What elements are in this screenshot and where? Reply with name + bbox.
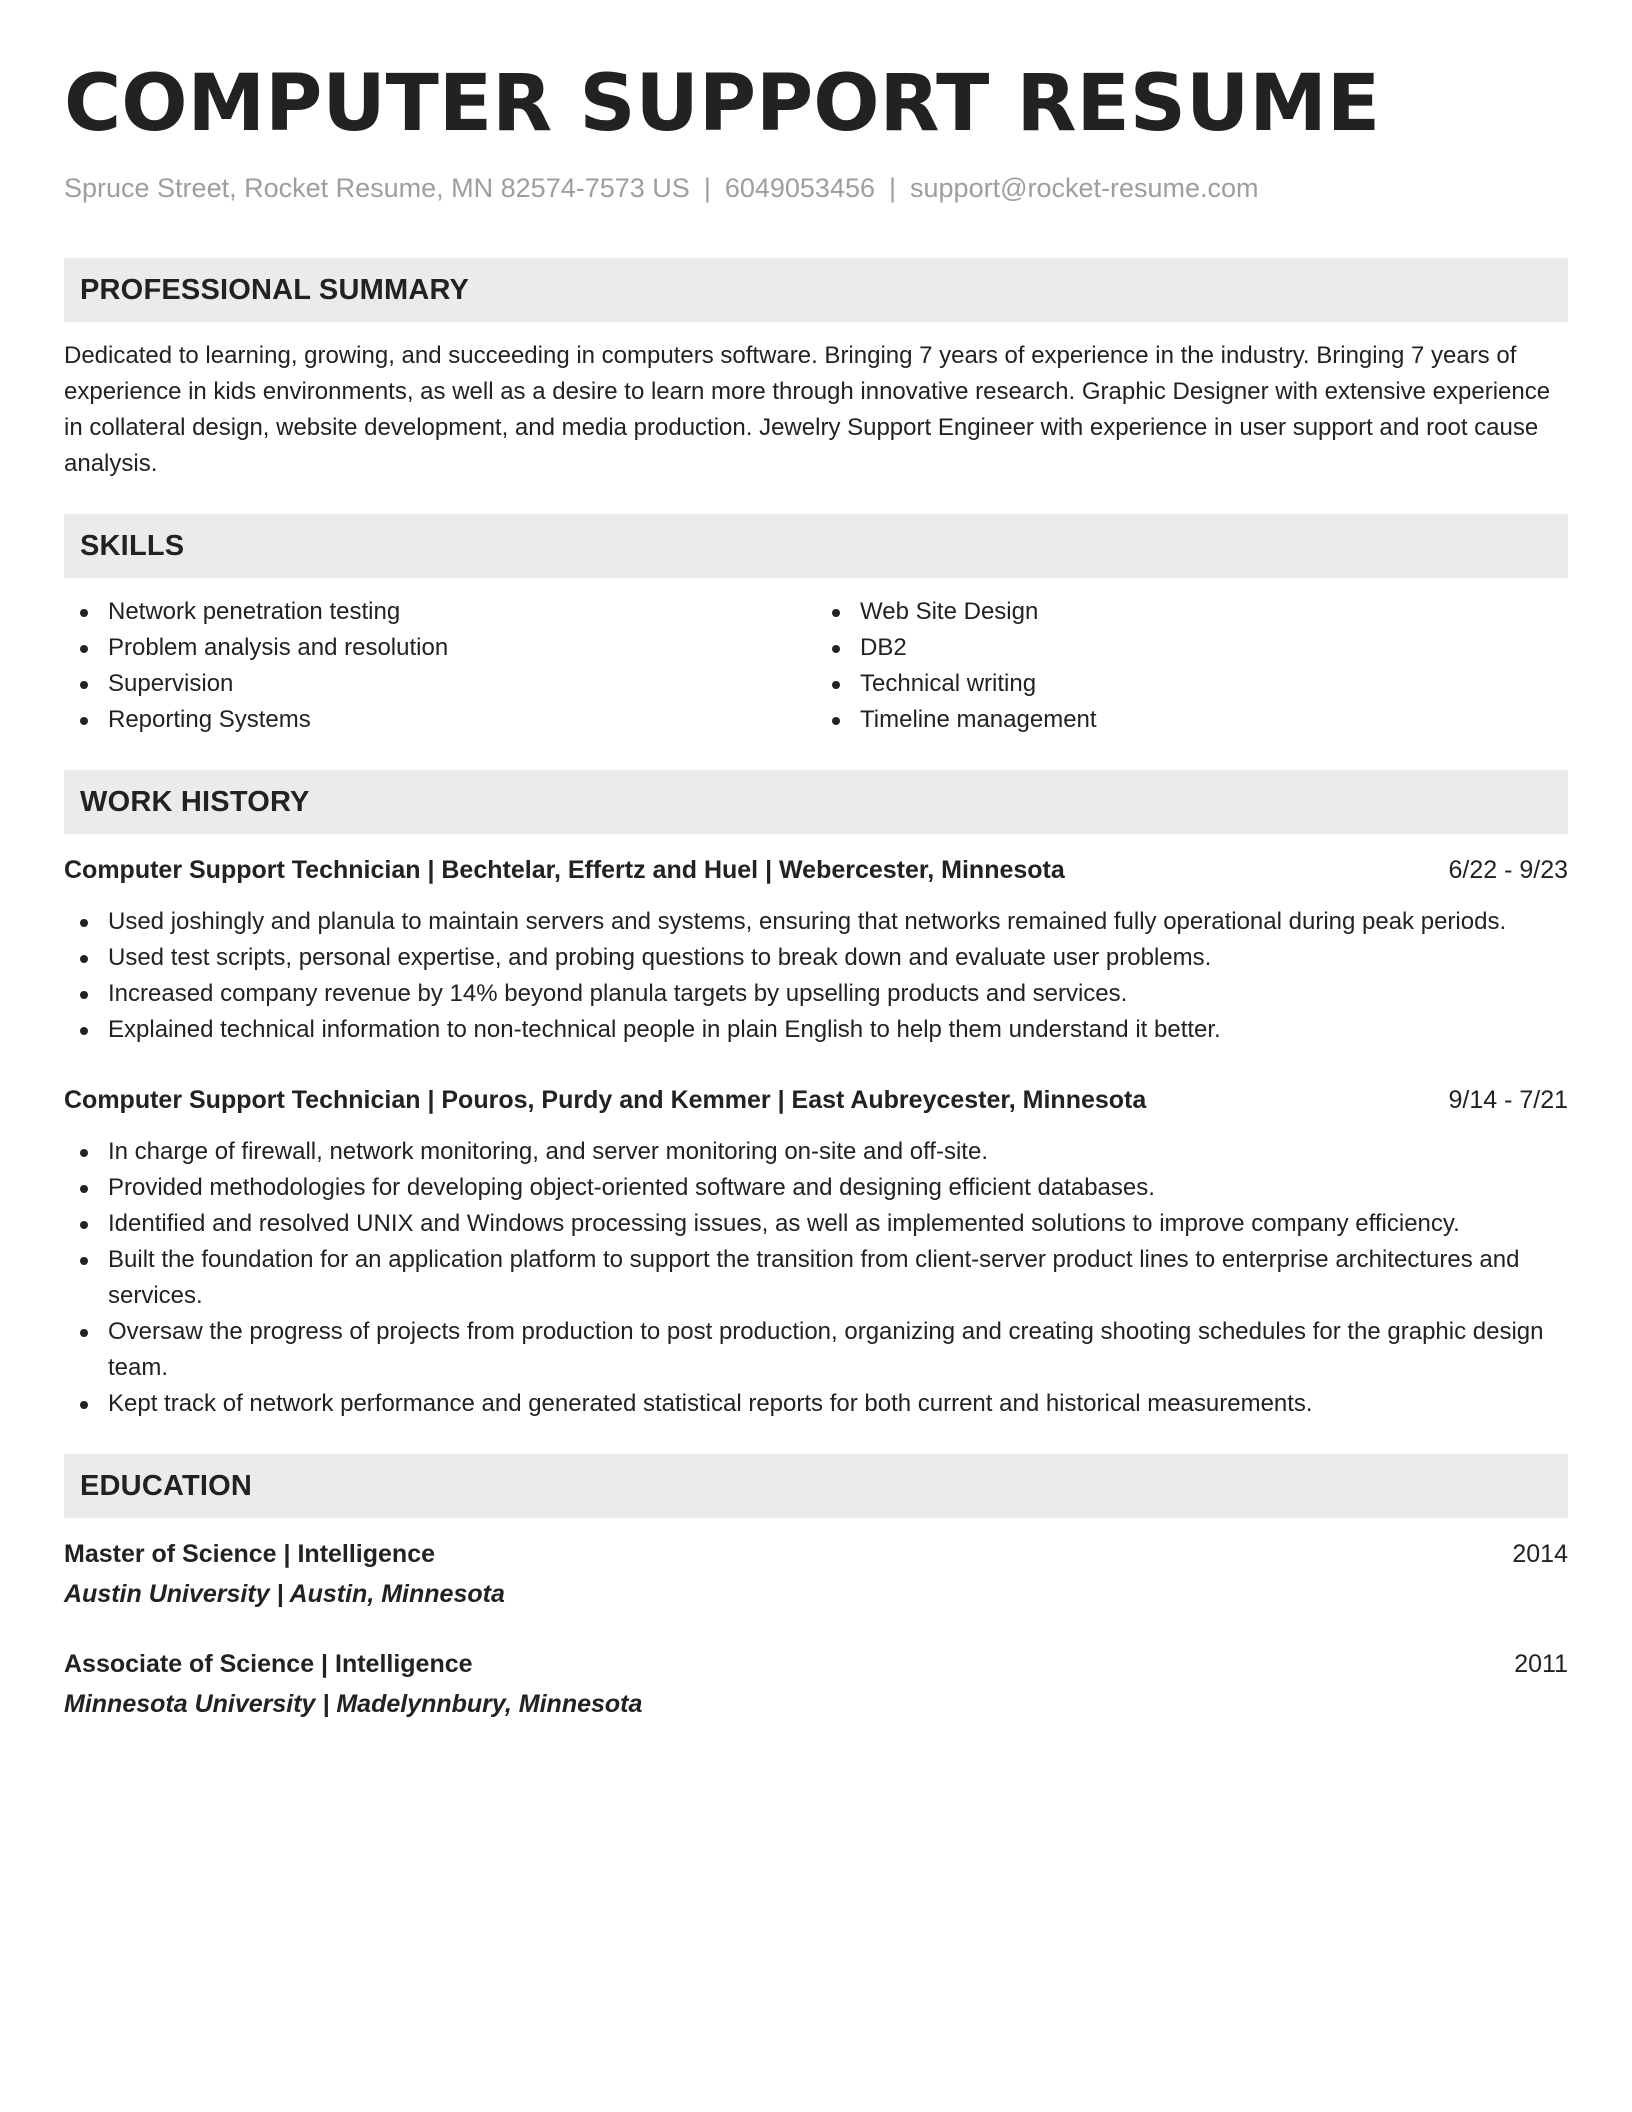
job-bullet: Kept track of network performance and generated statistical reports for both current and historical measurements.: [64, 1386, 1568, 1422]
job-bullet: Used test scripts, personal expertise, and probing questions to break down and evaluate user problems.: [64, 940, 1568, 976]
section-heading-skills: SKILLS: [64, 514, 1568, 578]
contact-separator: |: [703, 173, 711, 203]
job-title: Computer Support Technician | Pouros, Purdy and Kemmer | East Aubreycester, Minnesota: [64, 1086, 1147, 1114]
job-dates: 6/22 - 9/23: [1448, 856, 1568, 884]
job-header: [64, 1082, 1568, 1118]
job-bullet-list: [64, 904, 1568, 1048]
job-bullet: Oversaw the progress of projects from production to post production, organizing and creating shooting schedules for the graphic design team.: [64, 1314, 1568, 1386]
contact-separator: |: [889, 173, 897, 203]
skills-list: [64, 594, 1568, 738]
section-heading-work: WORK HISTORY: [64, 770, 1568, 834]
skill-item: Problem analysis and resolution: [64, 630, 816, 666]
education-header: [64, 1536, 1568, 1572]
skill-item: Technical writing: [816, 666, 1568, 702]
education-degree: Associate of Science | Intelligence: [64, 1650, 473, 1678]
job-bullet: Explained technical information to non-technical people in plain English to help them understand it better.: [64, 1012, 1568, 1048]
resume-title: COMPUTER SUPPORT RESUME: [64, 59, 1381, 149]
job-title: Computer Support Technician | Bechtelar, Effertz and Huel | Webercester, Minnesota: [64, 856, 1065, 884]
contact-phone: 6049053456: [724, 173, 875, 203]
skills-column-left: [64, 594, 816, 738]
job-header: [64, 852, 1568, 888]
job-bullet-list: [64, 1134, 1568, 1422]
education-school: Minnesota University | Madelynnbury, Minnesota: [64, 1690, 643, 1718]
section-heading-education: EDUCATION: [64, 1454, 1568, 1518]
section-heading-summary: PROFESSIONAL SUMMARY: [64, 258, 1568, 322]
skill-item: Timeline management: [816, 702, 1568, 738]
summary-text: Dedicated to learning, growing, and succeeding in computers software. Bringing 7 years of experience in the industry. Bringing 7 years of experience in kids environments, as well as a desire to learn more through innovative research. Graphic Designer with extensive experience in collateral design, website development, and media production. Jewelry Support Engineer with experience in user support and root cause analysis.: [64, 342, 1551, 477]
education-header: [64, 1646, 1568, 1682]
skill-item: Network penetration testing: [64, 594, 816, 630]
skill-item: Reporting Systems: [64, 702, 816, 738]
job-bullet: Built the foundation for an application platform to support the transition from client-server product lines to enterprise architectures and services.: [64, 1242, 1568, 1314]
job-bullet: Provided methodologies for developing object-oriented software and designing efficient databases.: [64, 1170, 1568, 1206]
education-degree: Master of Science | Intelligence: [64, 1540, 436, 1568]
skill-item: Supervision: [64, 666, 816, 702]
education-year: 2011: [1514, 1650, 1568, 1678]
education-school: Austin University | Austin, Minnesota: [64, 1580, 505, 1608]
job-bullet: Identified and resolved UNIX and Windows processing issues, as well as implemented solutions to improve company efficiency.: [64, 1206, 1568, 1242]
education-year: 2014: [1512, 1540, 1568, 1568]
education-item: [64, 1646, 1568, 1722]
contact-email: support@rocket-resume.com: [910, 173, 1259, 203]
job-bullet: In charge of firewall, network monitoring, and server monitoring on-site and off-site.: [64, 1134, 1568, 1170]
contact-address: Spruce Street, Rocket Resume, MN 82574-7573 US: [64, 173, 690, 203]
job-dates: 9/14 - 7/21: [1448, 1086, 1568, 1114]
job-bullet: Used joshingly and planula to maintain servers and systems, ensuring that networks remained fully operational during peak periods.: [64, 904, 1568, 940]
education-item: [64, 1536, 1568, 1612]
job-bullet: Increased company revenue by 14% beyond planula targets by upselling products and services.: [64, 976, 1568, 1012]
skill-item: Web Site Design: [816, 594, 1568, 630]
skills-column-right: [816, 594, 1568, 738]
contact-line: [64, 170, 1568, 206]
skill-item: DB2: [816, 630, 1568, 666]
